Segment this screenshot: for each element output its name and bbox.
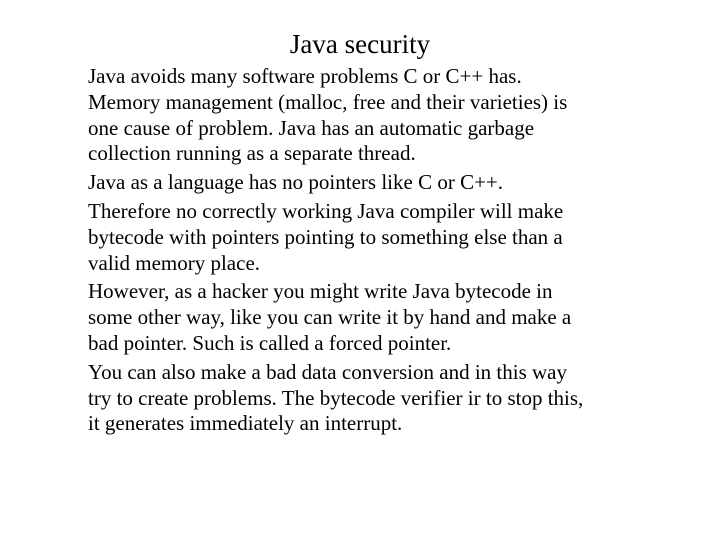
slide-body — [88, 64, 688, 440]
paragraph-2 — [88, 170, 688, 196]
text-line: You can also make a bad data conversion and in this way — [88, 359, 568, 384]
text-line: However, as a hacker you might write Java bytecode in — [88, 279, 553, 304]
slide-title — [0, 26, 720, 62]
text-line: collection running as a separate thread. — [88, 141, 416, 166]
text-line: bytecode with pointers pointing to something else than a — [88, 224, 563, 249]
paragraph-4 — [88, 279, 688, 356]
text-line: some other way, like you can write it by hand and make a — [88, 305, 572, 330]
text-line: Java as a language has no pointers like C or C++. — [88, 170, 504, 195]
text-line: try to create problems. The bytecode verifier ir to stop this, — [88, 385, 584, 410]
slide-title-text: Java security — [289, 29, 431, 59]
text-line: Java avoids many software problems C or C++ has. — [88, 64, 522, 88]
text-line: Therefore no correctly working Java compiler will make — [88, 198, 564, 223]
text-line: bad pointer. Such is called a forced pointer. — [88, 330, 452, 355]
text-line: one cause of problem. Java has an automatic garbage — [88, 115, 535, 140]
paragraph-1 — [88, 64, 688, 167]
text-line: valid memory place. — [88, 250, 261, 275]
text-line: it generates immediately an interrupt. — [88, 411, 403, 436]
paragraph-5 — [88, 360, 688, 437]
paragraph-3 — [88, 199, 688, 276]
text-line: Memory management (malloc, free and their varieties) is — [88, 89, 568, 114]
